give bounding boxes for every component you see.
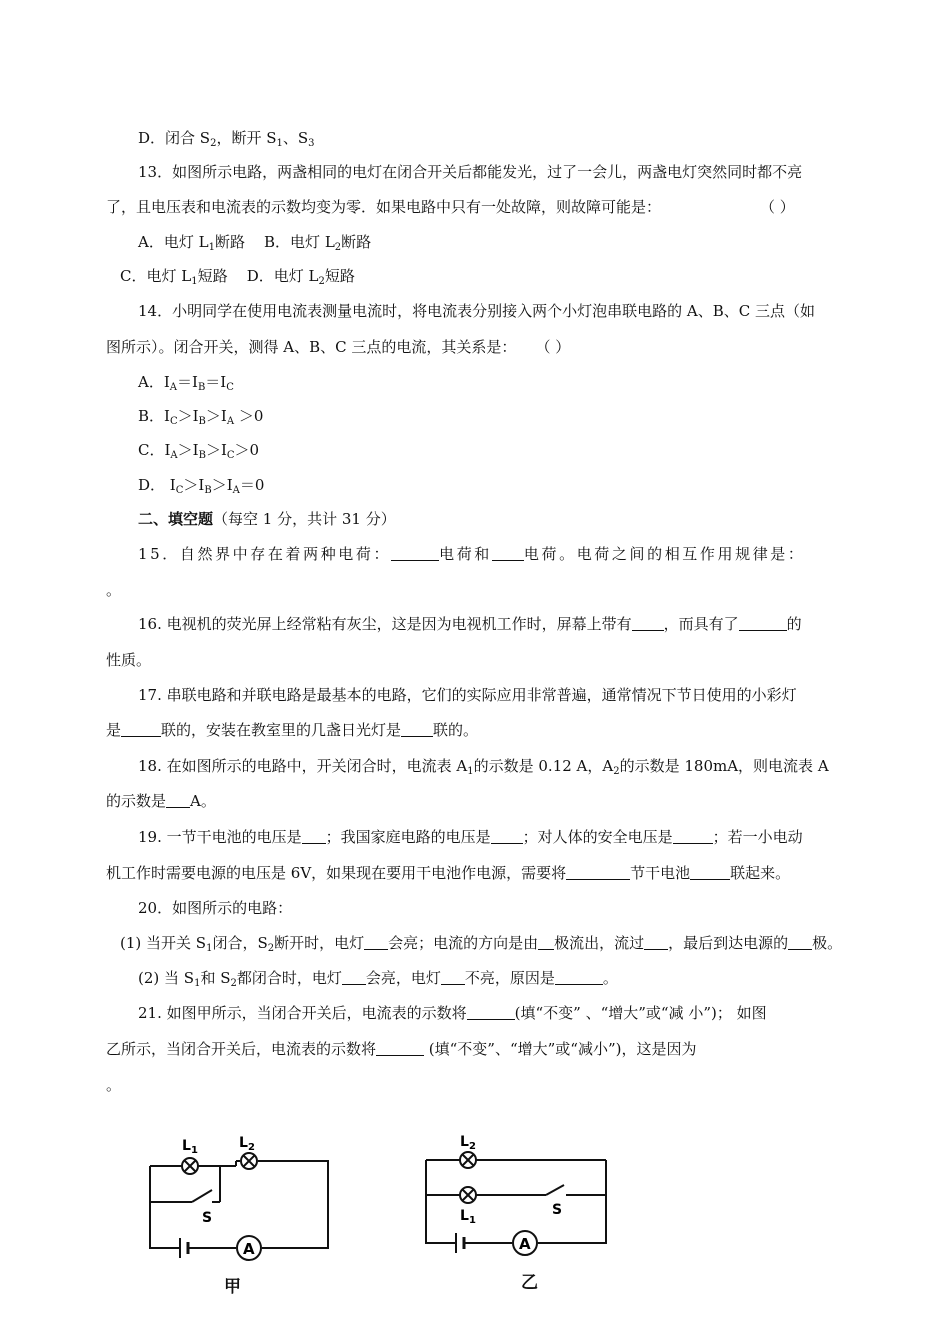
t: 节干电池 bbox=[630, 864, 691, 882]
t: 的 bbox=[786, 615, 802, 633]
option-b: B．电灯 L bbox=[264, 233, 335, 251]
t: 极流出，流过 bbox=[554, 934, 645, 952]
sub: B bbox=[204, 485, 212, 496]
blank[interactable] bbox=[538, 934, 554, 950]
t: (填“不变”、“增大”或“减小”)，这是因为 bbox=[424, 1040, 697, 1058]
t: 不亮，原因是 bbox=[464, 969, 555, 987]
option-d: D．电灯 L bbox=[246, 267, 319, 285]
figure-caption-yi: 乙 bbox=[521, 1273, 538, 1293]
sub: A bbox=[170, 450, 178, 461]
t: ，最后到达电源的 bbox=[668, 934, 789, 952]
q21-line1 bbox=[138, 1003, 858, 1023]
blank[interactable] bbox=[391, 545, 439, 561]
q16-line2: 性质。 bbox=[106, 651, 152, 669]
q18-line2 bbox=[106, 791, 858, 811]
text: 断路 bbox=[214, 233, 245, 251]
lamp-l1-sub: 1 bbox=[191, 1145, 198, 1156]
blank[interactable] bbox=[302, 828, 326, 844]
sub: 1 bbox=[208, 242, 215, 253]
t: C．I bbox=[138, 441, 171, 459]
sub: B bbox=[198, 450, 206, 461]
t: A．I bbox=[138, 373, 170, 391]
t: (填“不变” 、“增大”或“减 小”)； 如图 bbox=[514, 1004, 767, 1022]
blank[interactable] bbox=[739, 615, 787, 631]
circuit-diagram-jia bbox=[140, 1128, 360, 1268]
sub: 1 bbox=[276, 138, 283, 149]
blank[interactable] bbox=[364, 934, 388, 950]
q14-line2 bbox=[106, 337, 858, 357]
q15-line2: 。 bbox=[106, 581, 122, 599]
t: 联起来。 bbox=[730, 864, 791, 882]
t: 15．自然界中存在着两种电荷： bbox=[138, 545, 392, 563]
blank[interactable] bbox=[644, 934, 668, 950]
blank[interactable] bbox=[555, 969, 603, 985]
blank[interactable] bbox=[491, 828, 523, 844]
switch-label: S bbox=[552, 1202, 563, 1218]
q21-line3: 。 bbox=[106, 1076, 122, 1094]
q13-options-cd bbox=[120, 266, 858, 286]
lamp-l1-sub: 1 bbox=[469, 1215, 476, 1226]
t: B．I bbox=[138, 407, 170, 425]
sub: C bbox=[169, 416, 178, 427]
q14-option-a bbox=[138, 372, 858, 392]
t: 的示数是 0.12 A，A bbox=[473, 757, 614, 775]
q14-option-c bbox=[138, 440, 858, 460]
circuit-diagram-yi bbox=[416, 1128, 616, 1268]
q15-line1 bbox=[138, 544, 858, 564]
t: 的示数是 bbox=[106, 792, 167, 810]
q16-line1 bbox=[138, 614, 858, 634]
q17-line1: 17. 串联电路和并联电路是最基本的电路，它们的实际应用非常普遍，通常情况下节日使用的小彩灯 bbox=[138, 686, 797, 704]
t: (1) 当开关 S bbox=[120, 934, 207, 952]
figure-caption-jia: 甲 bbox=[224, 1277, 241, 1297]
sub: 2 bbox=[613, 766, 620, 777]
lamp-l2-icon bbox=[460, 1152, 476, 1168]
ammeter-label: A bbox=[519, 1235, 531, 1253]
answer-bracket: （ ） bbox=[760, 198, 795, 216]
blank[interactable] bbox=[441, 969, 465, 985]
t: ＝0 bbox=[239, 476, 265, 494]
t: 会亮，电灯 bbox=[365, 969, 441, 987]
q12-option-d bbox=[138, 128, 858, 148]
q13-line1: 13．如图所示电路，两盏相同的电灯在闭合开关后都能发光，过了一会儿，两盏电灯突然同时都不亮 bbox=[138, 163, 803, 181]
option-c: C．电灯 L bbox=[120, 267, 192, 285]
blank[interactable] bbox=[401, 721, 433, 737]
text: 短路 bbox=[324, 267, 355, 285]
text: 图所示）。闭合开关，测得 A、B、C 三点的电流，其关系是： bbox=[106, 338, 517, 356]
t: 极。 bbox=[812, 934, 843, 952]
q20-line1 bbox=[120, 933, 858, 953]
t: 电荷和 bbox=[439, 545, 492, 563]
t: ＞I bbox=[211, 476, 233, 494]
q19-line2 bbox=[106, 863, 858, 883]
blank[interactable] bbox=[121, 721, 161, 737]
blank[interactable] bbox=[690, 864, 730, 880]
sub: A bbox=[169, 382, 177, 393]
t: ＝I bbox=[205, 373, 227, 391]
option-a: A．电灯 L bbox=[138, 233, 209, 251]
sub: C bbox=[226, 450, 235, 461]
q14-line1: 14．小明同学在使用电流表测量电流时，将电流表分别接入两个小灯泡串联电路的 A、B、C 三点（如 bbox=[138, 302, 815, 320]
section-heading bbox=[138, 509, 858, 529]
t: ＞I bbox=[177, 441, 199, 459]
t: 。 bbox=[602, 969, 618, 987]
text: 了，且电压表和电流表的示数均变为零．如果电路中只有一处故障，则故障可能是： bbox=[106, 198, 662, 216]
t: 16. 电视机的荧光屏上经常粘有灰尘，这是因为电视机工作时，屏幕上带有 bbox=[138, 615, 632, 633]
lamp-l2-label: L bbox=[460, 1134, 469, 1150]
t: 是 bbox=[106, 721, 122, 739]
q17-line2 bbox=[106, 720, 858, 740]
t: ＞0 bbox=[234, 441, 260, 459]
sub: 2 bbox=[267, 943, 275, 954]
lamp-l1-icon bbox=[460, 1187, 476, 1203]
t: 19. 一节干电池的电压是 bbox=[138, 828, 302, 846]
t: 会亮；电流的方向是由 bbox=[388, 934, 539, 952]
t: 都闭合时，电灯 bbox=[236, 969, 342, 987]
sub: B bbox=[198, 416, 206, 427]
sub: C bbox=[175, 485, 184, 496]
t: 21. 如图甲所示，当闭合开关后，电流表的示数将 bbox=[138, 1004, 467, 1022]
blank[interactable] bbox=[632, 615, 664, 631]
sub: 1 bbox=[206, 943, 213, 954]
q13-options-ab bbox=[138, 232, 858, 252]
t: ＞I bbox=[205, 441, 227, 459]
t: D． I bbox=[138, 476, 176, 494]
sub: 1 bbox=[191, 276, 198, 287]
ammeter-label: A bbox=[243, 1240, 255, 1258]
t: A。 bbox=[190, 792, 216, 810]
blank[interactable] bbox=[467, 1004, 515, 1020]
blank[interactable] bbox=[673, 828, 713, 844]
sub: 1 bbox=[467, 766, 474, 777]
t: ；我国家庭电路的电压是 bbox=[325, 828, 491, 846]
t: ＞0 bbox=[234, 407, 264, 425]
blank[interactable] bbox=[788, 934, 812, 950]
t: 闭合，S bbox=[212, 934, 268, 952]
q21-line2 bbox=[106, 1039, 858, 1059]
t: ＝I bbox=[177, 373, 198, 391]
text: 短路 bbox=[197, 267, 228, 285]
blank[interactable] bbox=[342, 969, 366, 985]
sub: 2 bbox=[334, 242, 342, 253]
q18-line1 bbox=[138, 756, 858, 776]
t: ＞I bbox=[177, 407, 199, 425]
t: (2) 当 S bbox=[138, 969, 195, 987]
sub: 2 bbox=[318, 276, 325, 287]
t: 联的，安装在教室里的几盏日光灯是 bbox=[161, 721, 402, 739]
lamp-l2-icon bbox=[241, 1153, 257, 1169]
sub: 1 bbox=[194, 978, 201, 989]
t: ，而具有了 bbox=[663, 615, 739, 633]
t: ；若一小电动 bbox=[712, 828, 803, 846]
lamp-l2-label: L bbox=[239, 1135, 248, 1151]
blank[interactable] bbox=[376, 1040, 424, 1056]
sub: C bbox=[226, 382, 234, 393]
t: 电荷。电荷之间的相互作用规律是： bbox=[523, 545, 806, 563]
lamp-l1-icon bbox=[182, 1158, 198, 1174]
t: 联的。 bbox=[433, 721, 479, 739]
t: 断开时，电灯 bbox=[274, 934, 365, 952]
sub: 2 bbox=[210, 138, 217, 149]
t: ＞I bbox=[205, 407, 227, 425]
blank[interactable] bbox=[492, 545, 524, 561]
blank[interactable] bbox=[166, 792, 190, 808]
sub: A bbox=[226, 416, 235, 427]
lamp-l2-sub: 2 bbox=[248, 1142, 255, 1153]
sub: A bbox=[232, 485, 240, 496]
t: 乙所示，当闭合开关后，电流表的示数将 bbox=[106, 1040, 377, 1058]
t: 机工作时需要电源的电压是 6V，如果现在要用干电池作电源，需要将 bbox=[106, 864, 567, 882]
t: 和 S bbox=[200, 969, 231, 987]
answer-bracket: （ ） bbox=[535, 338, 571, 356]
sub: 2 bbox=[230, 978, 237, 989]
lamp-l1-label: L bbox=[182, 1138, 191, 1154]
section-title: 二、填空题 bbox=[138, 510, 214, 528]
lamp-l1-label: L bbox=[460, 1208, 469, 1224]
q19-line1 bbox=[138, 827, 858, 847]
q20-line2 bbox=[138, 968, 858, 988]
sub: 3 bbox=[308, 138, 315, 149]
text: D．闭合 S bbox=[138, 129, 211, 147]
q14-option-b bbox=[138, 406, 858, 426]
text: 、S bbox=[282, 129, 309, 147]
q13-line2 bbox=[106, 197, 858, 217]
t: 的示数是 180mA，则电流表 A bbox=[619, 757, 829, 775]
blank[interactable] bbox=[566, 864, 630, 880]
text: ，断开 S bbox=[216, 129, 277, 147]
lamp-l2-sub: 2 bbox=[469, 1141, 476, 1152]
t: ＞I bbox=[183, 476, 205, 494]
switch-label: S bbox=[202, 1210, 213, 1226]
q20-title: 20．如图所示的电路： bbox=[138, 899, 293, 917]
text: 断路 bbox=[341, 233, 372, 251]
t: 18. 在如图所示的电路中，开关闭合时，电流表 A bbox=[138, 757, 468, 775]
section-note: （每空 1 分，共计 31 分） bbox=[213, 510, 396, 528]
q14-option-d bbox=[138, 475, 858, 495]
t: ；对人体的安全电压是 bbox=[522, 828, 673, 846]
sub: B bbox=[197, 382, 206, 393]
